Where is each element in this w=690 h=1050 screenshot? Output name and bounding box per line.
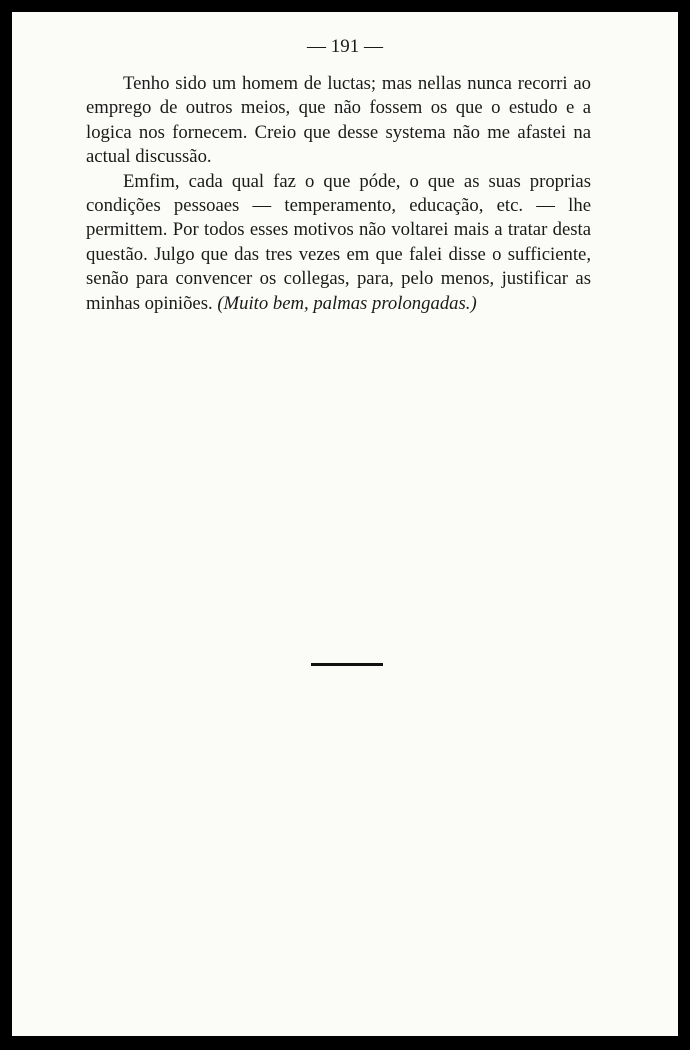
paragraph-text: Emfim, cada qual faz o que póde, o que as suas proprias condições pessoaes — temperamento, educação, etc. — lhe permittem. Por todos esses motivos não voltarei mais a tratar desta questão. Julgo que das tres vezes em que falei disse o sufficiente, senão para convencer os collegas, para, pelo menos, justificar as minhas opiniões. [86, 170, 591, 314]
document-page [12, 12, 678, 1036]
paragraph: Tenho sido um homem de luctas; mas nellas nunca recorri ao emprego de outros meios, que não fossem os que o estudo e a logica nos fornecem. Creio que desse systema não me afastei na actual discussão. [86, 73, 591, 168]
end-rule [311, 663, 383, 666]
applause-remark: (Muito bem, palmas prolongadas.) [217, 292, 477, 314]
page-number: — 191 — [307, 36, 383, 57]
body-text [86, 72, 591, 316]
paragraph [86, 170, 591, 316]
